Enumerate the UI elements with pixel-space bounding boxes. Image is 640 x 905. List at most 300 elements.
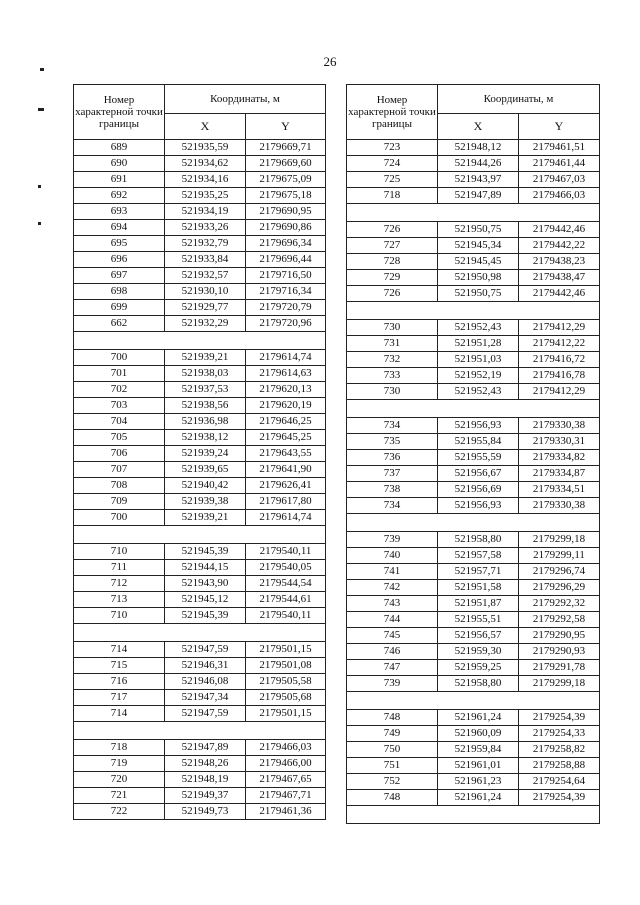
y-coordinate-cell: 2179258,82 <box>519 742 600 758</box>
y-coordinate-cell: 2179292,32 <box>519 596 600 612</box>
point-number-cell: 742 <box>347 580 438 596</box>
y-coordinate-cell: 2179258,88 <box>519 758 600 774</box>
y-coordinate-cell: 2179614,63 <box>246 366 326 382</box>
x-coordinate-cell: 521946,08 <box>165 674 246 690</box>
x-coordinate-cell: 521950,75 <box>438 286 519 302</box>
table-row <box>74 510 326 526</box>
x-coordinate-cell: 521959,84 <box>438 742 519 758</box>
point-number-cell: 698 <box>74 284 165 300</box>
x-coordinate-cell: 521959,30 <box>438 644 519 660</box>
point-number-cell: 752 <box>347 774 438 790</box>
point-number-cell: 708 <box>74 478 165 494</box>
table-row <box>347 172 600 188</box>
point-number-cell: 718 <box>74 740 165 756</box>
point-number-cell: 732 <box>347 352 438 368</box>
header-coordinates: Координаты, м <box>165 85 326 114</box>
separator-row <box>347 514 600 532</box>
x-coordinate-cell: 521956,67 <box>438 466 519 482</box>
x-coordinate-cell: 521929,77 <box>165 300 246 316</box>
table-row <box>347 336 600 352</box>
y-coordinate-cell: 2179690,86 <box>246 220 326 236</box>
coordinates-table-left <box>73 84 326 820</box>
x-coordinate-cell: 521934,16 <box>165 172 246 188</box>
y-coordinate-cell: 2179442,22 <box>519 238 600 254</box>
scan-mark <box>38 185 41 188</box>
point-number-cell: 704 <box>74 414 165 430</box>
x-coordinate-cell: 521945,12 <box>165 592 246 608</box>
point-number-cell: 718 <box>347 188 438 204</box>
point-number-cell: 690 <box>74 156 165 172</box>
x-coordinate-cell: 521944,26 <box>438 156 519 172</box>
x-coordinate-cell: 521961,24 <box>438 790 519 806</box>
table-row <box>74 772 326 788</box>
x-coordinate-cell: 521934,19 <box>165 204 246 220</box>
y-coordinate-cell: 2179617,80 <box>246 494 326 510</box>
point-number-cell: 747 <box>347 660 438 676</box>
table-row <box>74 608 326 624</box>
separator-row <box>74 526 326 544</box>
point-number-cell: 705 <box>74 430 165 446</box>
y-coordinate-cell: 2179438,23 <box>519 254 600 270</box>
table-row <box>74 156 326 172</box>
point-number-cell: 743 <box>347 596 438 612</box>
y-coordinate-cell: 2179254,39 <box>519 790 600 806</box>
y-coordinate-cell: 2179299,18 <box>519 532 600 548</box>
table-row <box>74 706 326 722</box>
point-number-cell: 726 <box>347 222 438 238</box>
table-row <box>347 482 600 498</box>
scan-mark <box>40 68 44 71</box>
point-number-cell: 703 <box>74 398 165 414</box>
y-coordinate-cell: 2179334,51 <box>519 482 600 498</box>
x-coordinate-cell: 521939,65 <box>165 462 246 478</box>
point-number-cell: 738 <box>347 482 438 498</box>
y-coordinate-cell: 2179720,96 <box>246 316 326 332</box>
separator-row <box>74 722 326 740</box>
point-number-cell: 746 <box>347 644 438 660</box>
point-number-cell: 715 <box>74 658 165 674</box>
table-row <box>74 690 326 706</box>
y-coordinate-cell: 2179620,19 <box>246 398 326 414</box>
separator-row <box>347 692 600 710</box>
separator-cell <box>347 204 600 222</box>
y-coordinate-cell: 2179643,55 <box>246 446 326 462</box>
x-coordinate-cell: 521939,21 <box>165 350 246 366</box>
point-number-cell: 710 <box>74 544 165 560</box>
point-number-cell: 714 <box>74 706 165 722</box>
point-number-cell: 695 <box>74 236 165 252</box>
x-coordinate-cell: 521952,19 <box>438 368 519 384</box>
point-number-cell: 689 <box>74 140 165 156</box>
y-coordinate-cell: 2179412,22 <box>519 336 600 352</box>
point-number-cell: 717 <box>74 690 165 706</box>
y-coordinate-cell: 2179299,18 <box>519 676 600 692</box>
separator-row <box>74 332 326 350</box>
y-coordinate-cell: 2179254,64 <box>519 774 600 790</box>
y-coordinate-cell: 2179540,11 <box>246 608 326 624</box>
x-coordinate-cell: 521937,53 <box>165 382 246 398</box>
table-row <box>347 596 600 612</box>
y-coordinate-cell: 2179540,05 <box>246 560 326 576</box>
separator-row <box>74 624 326 642</box>
x-coordinate-cell: 521938,03 <box>165 366 246 382</box>
point-number-cell: 734 <box>347 498 438 514</box>
x-coordinate-cell: 521952,43 <box>438 384 519 400</box>
x-coordinate-cell: 521951,03 <box>438 352 519 368</box>
table-row <box>347 548 600 564</box>
y-coordinate-cell: 2179467,65 <box>246 772 326 788</box>
y-coordinate-cell: 2179641,90 <box>246 462 326 478</box>
point-number-cell: 700 <box>74 350 165 366</box>
table-row <box>347 188 600 204</box>
table-row <box>74 284 326 300</box>
point-number-cell: 701 <box>74 366 165 382</box>
y-coordinate-cell: 2179461,36 <box>246 804 326 820</box>
y-coordinate-cell: 2179646,25 <box>246 414 326 430</box>
point-number-cell: 744 <box>347 612 438 628</box>
point-number-cell: 730 <box>347 320 438 336</box>
x-coordinate-cell: 521933,84 <box>165 252 246 268</box>
point-number-cell: 750 <box>347 742 438 758</box>
header-x: X <box>438 114 519 140</box>
x-coordinate-cell: 521938,12 <box>165 430 246 446</box>
x-coordinate-cell: 521946,31 <box>165 658 246 674</box>
x-coordinate-cell: 521957,71 <box>438 564 519 580</box>
point-number-cell: 707 <box>74 462 165 478</box>
table-row <box>74 478 326 494</box>
separator-cell <box>347 692 600 710</box>
y-coordinate-cell: 2179540,11 <box>246 544 326 560</box>
separator-row <box>347 400 600 418</box>
y-coordinate-cell: 2179669,71 <box>246 140 326 156</box>
point-number-cell: 702 <box>74 382 165 398</box>
x-coordinate-cell: 521949,37 <box>165 788 246 804</box>
table-row <box>74 414 326 430</box>
page-number: 26 <box>323 54 337 69</box>
y-coordinate-cell: 2179696,34 <box>246 236 326 252</box>
y-coordinate-cell: 2179501,15 <box>246 706 326 722</box>
table-row <box>74 462 326 478</box>
point-number-cell: 693 <box>74 204 165 220</box>
x-coordinate-cell: 521955,59 <box>438 450 519 466</box>
table-row <box>347 742 600 758</box>
point-number-cell: 716 <box>74 674 165 690</box>
table-row <box>347 254 600 270</box>
point-number-cell: 727 <box>347 238 438 254</box>
table-row <box>347 612 600 628</box>
point-number-cell: 720 <box>74 772 165 788</box>
table-row <box>347 660 600 676</box>
x-coordinate-cell: 521947,59 <box>165 642 246 658</box>
table-row <box>347 156 600 172</box>
point-number-cell: 700 <box>74 510 165 526</box>
y-coordinate-cell: 2179330,38 <box>519 498 600 514</box>
point-number-cell: 748 <box>347 790 438 806</box>
y-coordinate-cell: 2179334,82 <box>519 450 600 466</box>
table-row <box>347 270 600 286</box>
x-coordinate-cell: 521948,12 <box>438 140 519 156</box>
table-row <box>74 220 326 236</box>
header-point: Номер характерной точки границы <box>74 85 165 140</box>
separator-row <box>347 204 600 222</box>
point-number-cell: 751 <box>347 758 438 774</box>
y-coordinate-cell: 2179254,39 <box>519 710 600 726</box>
table-row <box>74 658 326 674</box>
y-coordinate-cell: 2179614,74 <box>246 510 326 526</box>
coordinates-table-right <box>346 84 600 824</box>
table-row <box>347 222 600 238</box>
point-number-cell: 696 <box>74 252 165 268</box>
point-number-cell: 729 <box>347 270 438 286</box>
x-coordinate-cell: 521956,69 <box>438 482 519 498</box>
table-row <box>74 560 326 576</box>
table-row <box>74 788 326 804</box>
separator-cell <box>74 526 326 544</box>
x-coordinate-cell: 521932,57 <box>165 268 246 284</box>
table-row <box>74 430 326 446</box>
x-coordinate-cell: 521947,34 <box>165 690 246 706</box>
point-number-cell: 730 <box>347 384 438 400</box>
table-row <box>74 316 326 332</box>
header-y: Y <box>519 114 600 140</box>
point-number-cell: 735 <box>347 434 438 450</box>
y-coordinate-cell: 2179501,15 <box>246 642 326 658</box>
y-coordinate-cell: 2179299,11 <box>519 548 600 564</box>
point-number-cell: 694 <box>74 220 165 236</box>
separator-cell <box>347 514 600 532</box>
y-coordinate-cell: 2179466,00 <box>246 756 326 772</box>
table-row <box>347 790 600 806</box>
x-coordinate-cell: 521961,24 <box>438 710 519 726</box>
y-coordinate-cell: 2179645,25 <box>246 430 326 446</box>
x-coordinate-cell: 521943,97 <box>438 172 519 188</box>
point-number-cell: 733 <box>347 368 438 384</box>
y-coordinate-cell: 2179544,61 <box>246 592 326 608</box>
y-coordinate-cell: 2179442,46 <box>519 222 600 238</box>
x-coordinate-cell: 521948,26 <box>165 756 246 772</box>
separator-cell <box>347 400 600 418</box>
y-coordinate-cell: 2179505,58 <box>246 674 326 690</box>
separator-cell <box>347 302 600 320</box>
y-coordinate-cell: 2179291,78 <box>519 660 600 676</box>
table-row <box>74 544 326 560</box>
x-coordinate-cell: 521955,51 <box>438 612 519 628</box>
x-coordinate-cell: 521945,39 <box>165 608 246 624</box>
point-number-cell: 721 <box>74 788 165 804</box>
point-number-cell: 714 <box>74 642 165 658</box>
table-row <box>74 204 326 220</box>
y-coordinate-cell: 2179690,95 <box>246 204 326 220</box>
header-x: X <box>165 114 246 140</box>
point-number-cell: 712 <box>74 576 165 592</box>
y-coordinate-cell: 2179675,09 <box>246 172 326 188</box>
table-row <box>347 418 600 434</box>
scan-mark <box>38 222 41 225</box>
x-coordinate-cell: 521951,28 <box>438 336 519 352</box>
table-row <box>74 140 326 156</box>
y-coordinate-cell: 2179467,71 <box>246 788 326 804</box>
point-number-cell: 745 <box>347 628 438 644</box>
x-coordinate-cell: 521930,10 <box>165 284 246 300</box>
separator-row <box>347 806 600 824</box>
y-coordinate-cell: 2179296,74 <box>519 564 600 580</box>
table-row <box>347 466 600 482</box>
y-coordinate-cell: 2179461,51 <box>519 140 600 156</box>
point-number-cell: 710 <box>74 608 165 624</box>
point-number-cell: 719 <box>74 756 165 772</box>
point-number-cell: 739 <box>347 532 438 548</box>
x-coordinate-cell: 521951,87 <box>438 596 519 612</box>
point-number-cell: 725 <box>347 172 438 188</box>
point-number-cell: 749 <box>347 726 438 742</box>
table-row <box>74 592 326 608</box>
point-number-cell: 711 <box>74 560 165 576</box>
y-coordinate-cell: 2179330,31 <box>519 434 600 450</box>
y-coordinate-cell: 2179501,08 <box>246 658 326 674</box>
point-number-cell: 741 <box>347 564 438 580</box>
point-number-cell: 692 <box>74 188 165 204</box>
y-coordinate-cell: 2179254,33 <box>519 726 600 742</box>
y-coordinate-cell: 2179461,44 <box>519 156 600 172</box>
table-row <box>74 236 326 252</box>
table-row <box>347 352 600 368</box>
x-coordinate-cell: 521958,80 <box>438 532 519 548</box>
table-row <box>74 188 326 204</box>
y-coordinate-cell: 2179675,18 <box>246 188 326 204</box>
table-row <box>347 758 600 774</box>
x-coordinate-cell: 521961,01 <box>438 758 519 774</box>
x-coordinate-cell: 521939,38 <box>165 494 246 510</box>
table-row <box>74 252 326 268</box>
x-coordinate-cell: 521961,23 <box>438 774 519 790</box>
table-row <box>347 628 600 644</box>
table-row <box>347 450 600 466</box>
point-number-cell: 739 <box>347 676 438 692</box>
point-number-cell: 722 <box>74 804 165 820</box>
x-coordinate-cell: 521956,93 <box>438 498 519 514</box>
x-coordinate-cell: 521949,73 <box>165 804 246 820</box>
header-point: Номер характерной точки границы <box>347 85 438 140</box>
x-coordinate-cell: 521934,62 <box>165 156 246 172</box>
table-row <box>74 268 326 284</box>
y-coordinate-cell: 2179330,38 <box>519 418 600 434</box>
x-coordinate-cell: 521944,15 <box>165 560 246 576</box>
table-row <box>74 494 326 510</box>
x-coordinate-cell: 521960,09 <box>438 726 519 742</box>
table-row <box>347 368 600 384</box>
table-row <box>347 774 600 790</box>
table-row <box>347 384 600 400</box>
y-coordinate-cell: 2179614,74 <box>246 350 326 366</box>
table-row <box>347 726 600 742</box>
point-number-cell: 740 <box>347 548 438 564</box>
point-number-cell: 731 <box>347 336 438 352</box>
table-row <box>74 740 326 756</box>
x-coordinate-cell: 521947,89 <box>165 740 246 756</box>
y-coordinate-cell: 2179467,03 <box>519 172 600 188</box>
table-row <box>347 238 600 254</box>
separator-cell <box>74 332 326 350</box>
y-coordinate-cell: 2179290,95 <box>519 628 600 644</box>
table-row <box>347 286 600 302</box>
point-number-cell: 737 <box>347 466 438 482</box>
y-coordinate-cell: 2179416,72 <box>519 352 600 368</box>
point-number-cell: 699 <box>74 300 165 316</box>
table-row <box>74 300 326 316</box>
y-coordinate-cell: 2179334,87 <box>519 466 600 482</box>
y-coordinate-cell: 2179438,47 <box>519 270 600 286</box>
y-coordinate-cell: 2179416,78 <box>519 368 600 384</box>
x-coordinate-cell: 521959,25 <box>438 660 519 676</box>
x-coordinate-cell: 521951,58 <box>438 580 519 596</box>
x-coordinate-cell: 521947,89 <box>438 188 519 204</box>
table-row <box>74 366 326 382</box>
point-number-cell: 726 <box>347 286 438 302</box>
table-row <box>347 580 600 596</box>
x-coordinate-cell: 521938,56 <box>165 398 246 414</box>
point-number-cell: 697 <box>74 268 165 284</box>
x-coordinate-cell: 521952,43 <box>438 320 519 336</box>
table-row <box>74 756 326 772</box>
y-coordinate-cell: 2179412,29 <box>519 384 600 400</box>
x-coordinate-cell: 521956,57 <box>438 628 519 644</box>
table-row <box>74 642 326 658</box>
x-coordinate-cell: 521956,93 <box>438 418 519 434</box>
x-coordinate-cell: 521950,98 <box>438 270 519 286</box>
y-coordinate-cell: 2179716,34 <box>246 284 326 300</box>
x-coordinate-cell: 521939,21 <box>165 510 246 526</box>
x-coordinate-cell: 521940,42 <box>165 478 246 494</box>
x-coordinate-cell: 521950,75 <box>438 222 519 238</box>
x-coordinate-cell: 521945,45 <box>438 254 519 270</box>
separator-row <box>347 302 600 320</box>
table-row <box>74 350 326 366</box>
y-coordinate-cell: 2179466,03 <box>246 740 326 756</box>
table-row <box>74 804 326 820</box>
point-number-cell: 728 <box>347 254 438 270</box>
x-coordinate-cell: 521932,29 <box>165 316 246 332</box>
header-y: Y <box>246 114 326 140</box>
x-coordinate-cell: 521958,80 <box>438 676 519 692</box>
table-row <box>347 710 600 726</box>
y-coordinate-cell: 2179716,50 <box>246 268 326 284</box>
x-coordinate-cell: 521947,59 <box>165 706 246 722</box>
header-coordinates: Координаты, м <box>438 85 600 114</box>
point-number-cell: 713 <box>74 592 165 608</box>
table-row <box>347 140 600 156</box>
y-coordinate-cell: 2179669,60 <box>246 156 326 172</box>
x-coordinate-cell: 521939,24 <box>165 446 246 462</box>
y-coordinate-cell: 2179442,46 <box>519 286 600 302</box>
point-number-cell: 706 <box>74 446 165 462</box>
separator-cell <box>74 624 326 642</box>
x-coordinate-cell: 521932,79 <box>165 236 246 252</box>
y-coordinate-cell: 2179466,03 <box>519 188 600 204</box>
separator-cell <box>74 722 326 740</box>
y-coordinate-cell: 2179296,29 <box>519 580 600 596</box>
y-coordinate-cell: 2179696,44 <box>246 252 326 268</box>
y-coordinate-cell: 2179544,54 <box>246 576 326 592</box>
x-coordinate-cell: 521943,90 <box>165 576 246 592</box>
y-coordinate-cell: 2179620,13 <box>246 382 326 398</box>
x-coordinate-cell: 521935,25 <box>165 188 246 204</box>
table-row <box>74 172 326 188</box>
table-row <box>347 434 600 450</box>
table-row <box>74 674 326 690</box>
x-coordinate-cell: 521945,34 <box>438 238 519 254</box>
x-coordinate-cell: 521948,19 <box>165 772 246 788</box>
table-row <box>74 382 326 398</box>
